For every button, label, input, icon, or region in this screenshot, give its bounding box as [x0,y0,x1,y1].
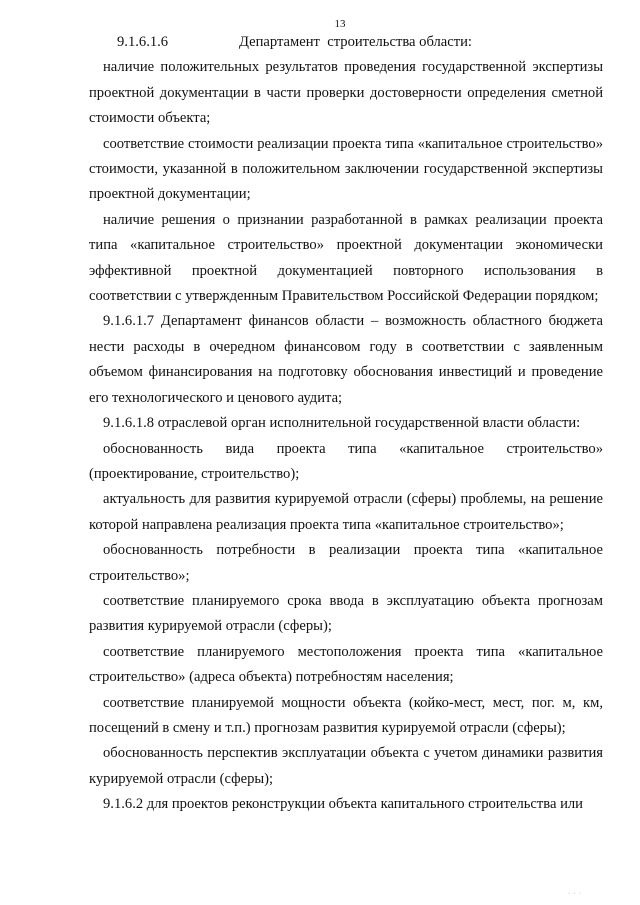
paragraph: обоснованность перспектив эксплуатации объекта с учетом динамики развития курируемой отрасли (сферы); [89,745,603,787]
paragraph: обоснованность вида проекта типа «капитальное строительство» (проектирование, строительство); [89,440,603,482]
paragraph: соответствие стоимости реализации проекта типа «капитальное строительство» стоимости, указанной в положительном заключении государственной экспертизы проектной документации; [89,135,603,203]
paragraph: 9.1.6.2 для проектов реконструкции объекта капитального строительства или [103,796,583,813]
document-body [89,30,603,818]
paragraph: соответствие планируемого срока ввода в эксплуатацию объекта прогнозам развития курируемой отрасли (сферы); [89,592,603,635]
section-number: 9.1.6.1.6 [117,34,169,50]
section-heading [89,30,603,55]
scan-artifact: · · · [568,891,582,897]
paragraph: 9.1.6.1.7 Департамент финансов области – возможность областного бюджета нести расходы в очередном финансовом году в соответствии с заявленным объемом финансирования на подготовку обоснования инвестиций и проведение его технологического и ценового аудита; [89,313,603,406]
paragraph: наличие решения о признании разработанной в рамках реализации проекта типа «капитальное строительство» проектной документации экономически эффективной проектной документацией повторного использования в соответствии с утвержденным Правительством Российской Федерации порядком; [89,211,603,305]
department-name: Департамент строительства области: [239,34,472,50]
paragraph: 9.1.6.1.8 отраслевой орган исполнительной государственной власти области: [103,415,581,432]
paragraph: обоснованность потребности в реализации проекта типа «капитальное строительство»; [89,542,603,584]
page-number: 13 [334,18,346,30]
paragraph: соответствие планируемой мощности объекта (койко-мест, мест, пог. м, км, посещений в смену и т.п.) прогнозам развития курируемой отрасли (сферы); [89,694,603,736]
paragraph: соответствие планируемого местоположения проекта типа «капитальное строительство» (адреса объекта) потребностям населения; [89,643,603,686]
paragraph: наличие положительных результатов проведения государственной экспертизы проектной документации в части проверки достоверности определения сметной стоимости объекта; [89,59,603,127]
paragraph: актуальность для развития курируемой отрасли (сферы) проблемы, на решение которой направлена реализация проекта типа «капитальное строительство»; [89,491,603,533]
